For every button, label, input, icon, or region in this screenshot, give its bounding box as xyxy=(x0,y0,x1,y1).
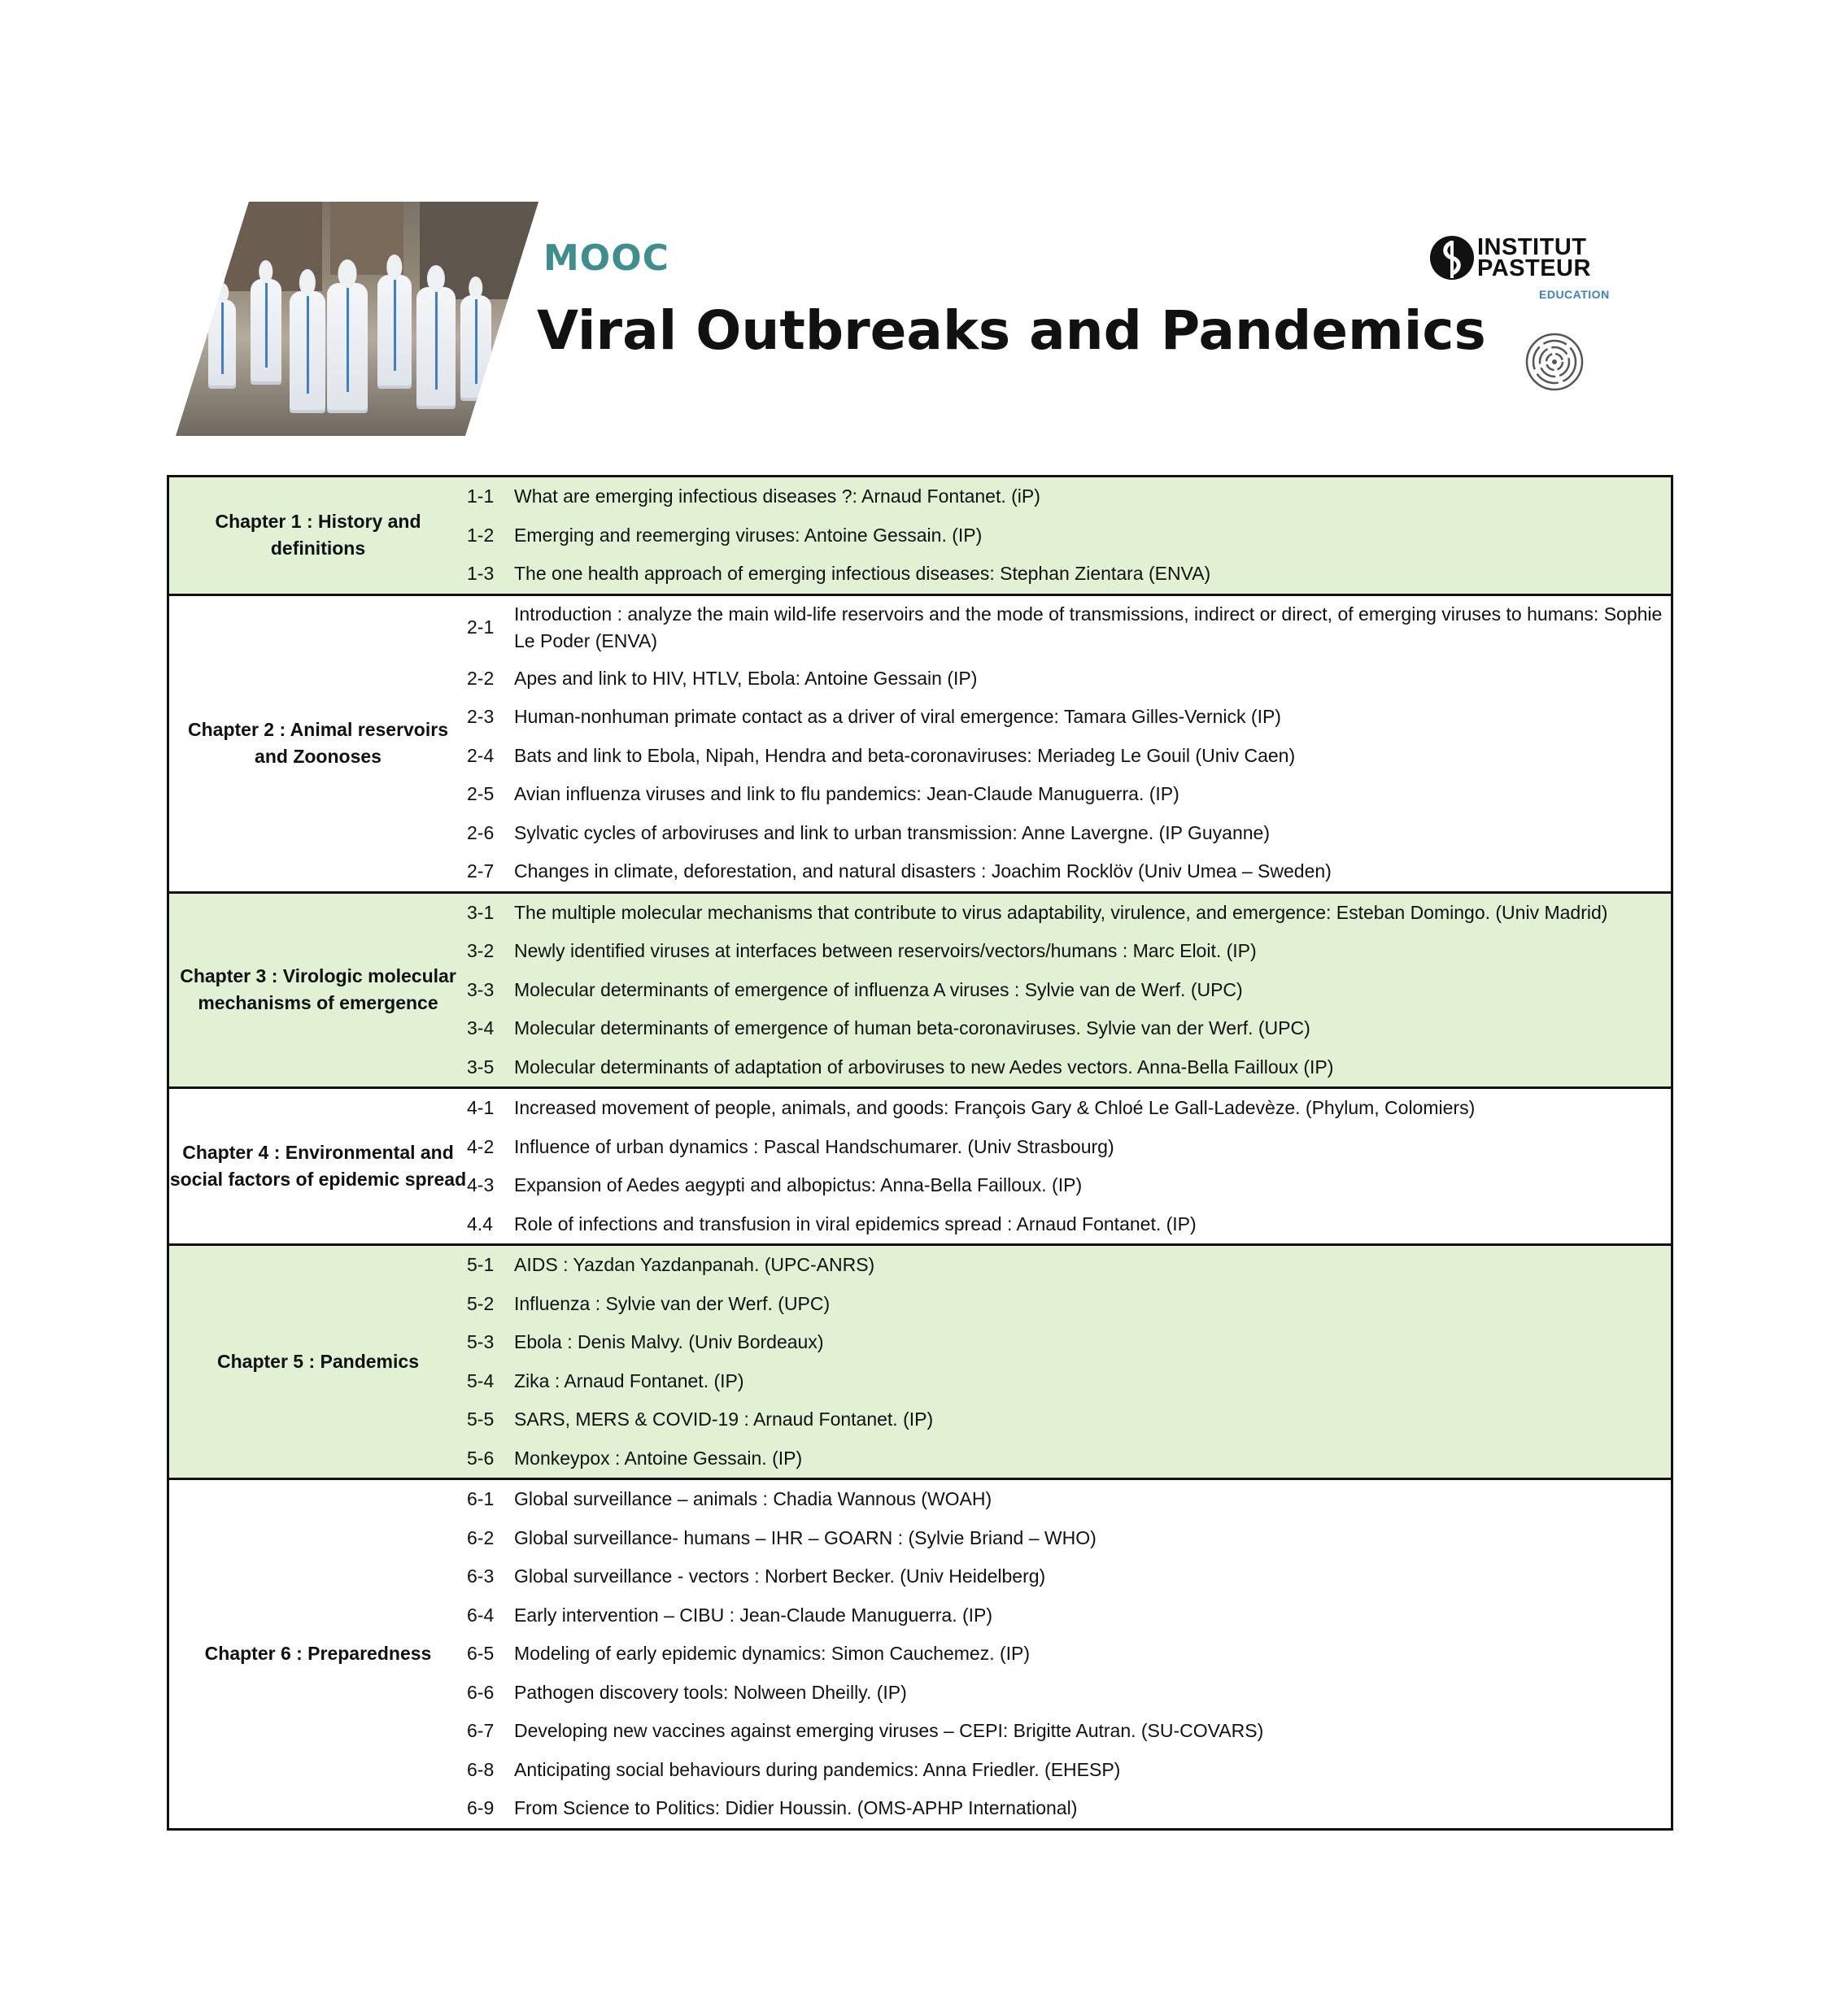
lesson-text: Pathogen discovery tools: Nolween Dheilly. (IP) xyxy=(514,1681,907,1703)
lesson-text: Monkeypox : Antoine Gessain. (IP) xyxy=(514,1447,803,1469)
chapter-4 xyxy=(168,1088,1672,1245)
lesson-text: Molecular determinants of adaptation of arboviruses to new Aedes vectors. Anna-Bella Failloux (IP) xyxy=(514,1056,1334,1078)
lesson-text: Newly identified viruses at interfaces between reservoirs/vectors/humans : Marc Eloit. (IP) xyxy=(514,940,1257,962)
lesson-text: Global surveillance – animals : Chadia Wannous (WOAH) xyxy=(514,1488,992,1510)
lesson-code: 4-1 xyxy=(467,1097,495,1119)
institut-pasteur-mark-icon xyxy=(1428,234,1476,281)
lesson-row xyxy=(168,594,1672,660)
lesson-text: The multiple molecular mechanisms that contribute to virus adaptability, virulence, and emergence: Esteban Domingo. (Univ Madrid) xyxy=(514,901,1608,923)
lesson-text: Early intervention – CIBU : Jean-Claude Manuguerra. (IP) xyxy=(514,1604,993,1626)
lesson-code: 4-3 xyxy=(467,1174,495,1196)
lesson-code: 6-2 xyxy=(467,1526,495,1548)
lesson-text: Anticipating social behaviours during pandemics: Anna Friedler. (EHESP) xyxy=(514,1758,1121,1780)
lesson-text: Global surveillance - vectors : Norbert Becker. (Univ Heidelberg) xyxy=(514,1565,1046,1587)
lesson-code: 3-4 xyxy=(467,1017,495,1039)
lesson-code: 2-5 xyxy=(467,783,495,805)
lesson-row xyxy=(168,892,1672,932)
chapter-title: Chapter 4 : Environmental and social factors of epidemic spread xyxy=(169,1142,467,1190)
institut-pasteur-logo xyxy=(1428,233,1610,306)
lesson-text: Global surveillance- humans – IHR – GOARN : (Sylvie Briand – WHO) xyxy=(514,1526,1097,1548)
lesson-code: 2-2 xyxy=(467,667,495,689)
chapter-1 xyxy=(168,477,1672,595)
lesson-text: Changes in climate, deforestation, and natural disasters : Joachim Rocklöv (Univ Umea – Sweden) xyxy=(514,860,1332,882)
chapter-title: Chapter 1 : History and definitions xyxy=(215,511,421,560)
lesson-code: 3-5 xyxy=(467,1056,495,1078)
chapter-title: Chapter 3 : Virologic molecular mechanisms of emergence xyxy=(180,965,456,1014)
header-photo xyxy=(176,202,538,436)
lesson-code: 5-6 xyxy=(467,1447,495,1469)
lesson-text: Molecular determinants of emergence of influenza A viruses : Sylvie van de Werf. (UPC) xyxy=(514,978,1243,1000)
chapter-5 xyxy=(168,1245,1672,1479)
fondation-ipsen-logo-icon xyxy=(1524,332,1585,392)
lesson-code: 5-4 xyxy=(467,1369,495,1391)
lesson-text: Developing new vaccines against emerging viruses – CEPI: Brigitte Autran. (SU-COVARS) xyxy=(514,1720,1264,1742)
lesson-text: Increased movement of people, animals, and goods: François Gary & Chloé Le Gall-Ladevèze. (Phylum, Colomiers) xyxy=(514,1097,1476,1119)
lesson-text: Introduction : analyze the main wild-life reservoirs and the mode of transmissions, indirect or direct, of emerging viruses to humans: Sophie Le Poder (ENVA) xyxy=(514,603,1663,651)
lesson-text: SARS, MERS & COVID-19 : Arnaud Fontanet. (IP) xyxy=(514,1409,934,1430)
lesson-text: Zika : Arnaud Fontanet. (IP) xyxy=(514,1369,744,1391)
lesson-code: 6-4 xyxy=(467,1604,495,1626)
lesson-text: Apes and link to HIV, HTLV, Ebola: Antoine Gessain (IP) xyxy=(514,667,978,689)
lesson-code: 2-6 xyxy=(467,821,495,843)
lesson-code: 5-5 xyxy=(467,1409,495,1430)
lesson-code: 1-1 xyxy=(467,485,495,507)
lesson-text: Role of infections and transfusion in viral epidemics spread : Arnaud Fontanet. (IP) xyxy=(514,1213,1197,1234)
lesson-row xyxy=(168,1088,1672,1128)
lesson-text: Modeling of early epidemic dynamics: Simon Cauchemez. (IP) xyxy=(514,1643,1031,1665)
lesson-code: 3-1 xyxy=(467,901,495,923)
page-title: Viral Outbreaks and Pandemics xyxy=(537,299,1486,362)
lesson-code: 6-1 xyxy=(467,1488,495,1510)
lesson-code: 2-7 xyxy=(467,860,495,882)
lesson-code: 6-8 xyxy=(467,1758,495,1780)
lesson-text: What are emerging infectious diseases ?: Arnaud Fontanet. (iP) xyxy=(514,485,1040,507)
lesson-text: Influence of urban dynamics : Pascal Handschumarer. (Univ Strasbourg) xyxy=(514,1135,1114,1157)
lesson-text: Bats and link to Ebola, Nipah, Hendra and beta-coronaviruses: Meriadeg Le Gouil (Univ Caen) xyxy=(514,744,1296,766)
chapter-title: Chapter 5 : Pandemics xyxy=(217,1351,419,1372)
chapter-title: Chapter 2 : Animal reservoirs and Zoonoses xyxy=(188,719,448,767)
lesson-code: 2-3 xyxy=(467,706,495,728)
lesson-text: From Science to Politics: Didier Houssin. (OMS-APHP International) xyxy=(514,1797,1078,1819)
lesson-code: 5-2 xyxy=(467,1292,495,1314)
lesson-row xyxy=(168,1479,1672,1519)
lesson-text: The one health approach of emerging infectious diseases: Stephan Zientara (ENVA) xyxy=(514,563,1211,585)
lesson-code: 6-7 xyxy=(467,1720,495,1742)
chapter-3 xyxy=(168,892,1672,1088)
logo-line-3: EDUCATION xyxy=(1539,288,1610,301)
chapter-title: Chapter 6 : Preparedness xyxy=(204,1643,432,1665)
lesson-code: 3-3 xyxy=(467,978,495,1000)
chapter-6 xyxy=(168,1479,1672,1830)
lesson-code: 5-3 xyxy=(467,1331,495,1353)
lesson-text: Ebola : Denis Malvy. (Univ Bordeaux) xyxy=(514,1331,824,1353)
course-label: MOOC xyxy=(543,237,669,279)
lesson-code: 5-1 xyxy=(467,1254,495,1276)
program-table xyxy=(167,475,1673,1831)
lesson-text: Human-nonhuman primate contact as a driver of viral emergence: Tamara Gilles-Vernick (IP) xyxy=(514,706,1281,728)
logo-line-2: PASTEUR xyxy=(1477,255,1591,281)
lesson-row xyxy=(168,1245,1672,1285)
lesson-code: 6-3 xyxy=(467,1565,495,1587)
lesson-code: 6-6 xyxy=(467,1681,495,1703)
lesson-text: Emerging and reemerging viruses: Antoine Gessain. (IP) xyxy=(514,524,983,546)
logo-line-1: INSTITUT xyxy=(1477,234,1587,260)
lesson-code: 4-2 xyxy=(467,1135,495,1157)
lesson-code: 2-1 xyxy=(467,616,495,638)
lesson-code: 4.4 xyxy=(467,1213,493,1234)
chapter-2 xyxy=(168,594,1672,892)
lesson-code: 1-3 xyxy=(467,563,495,585)
lesson-code: 3-2 xyxy=(467,940,495,962)
lesson-code: 6-5 xyxy=(467,1643,495,1665)
lesson-code: 6-9 xyxy=(467,1797,495,1819)
lesson-text: AIDS : Yazdan Yazdanpanah. (UPC-ANRS) xyxy=(514,1254,875,1276)
lesson-text: Avian influenza viruses and link to flu pandemics: Jean-Claude Manuguerra. (IP) xyxy=(514,783,1179,805)
lesson-code: 1-2 xyxy=(467,524,495,546)
lesson-text: Molecular determinants of emergence of human beta-coronaviruses. Sylvie van der Werf. (UPC) xyxy=(514,1017,1310,1039)
lesson-text: Expansion of Aedes aegypti and albopictus: Anna-Bella Failloux. (IP) xyxy=(514,1174,1083,1196)
lesson-row xyxy=(168,477,1672,516)
lesson-code: 2-4 xyxy=(467,744,495,766)
lesson-text: Influenza : Sylvie van der Werf. (UPC) xyxy=(514,1292,831,1314)
lesson-text: Sylvatic cycles of arboviruses and link to urban transmission: Anne Lavergne. (IP Guyanne) xyxy=(514,821,1270,843)
